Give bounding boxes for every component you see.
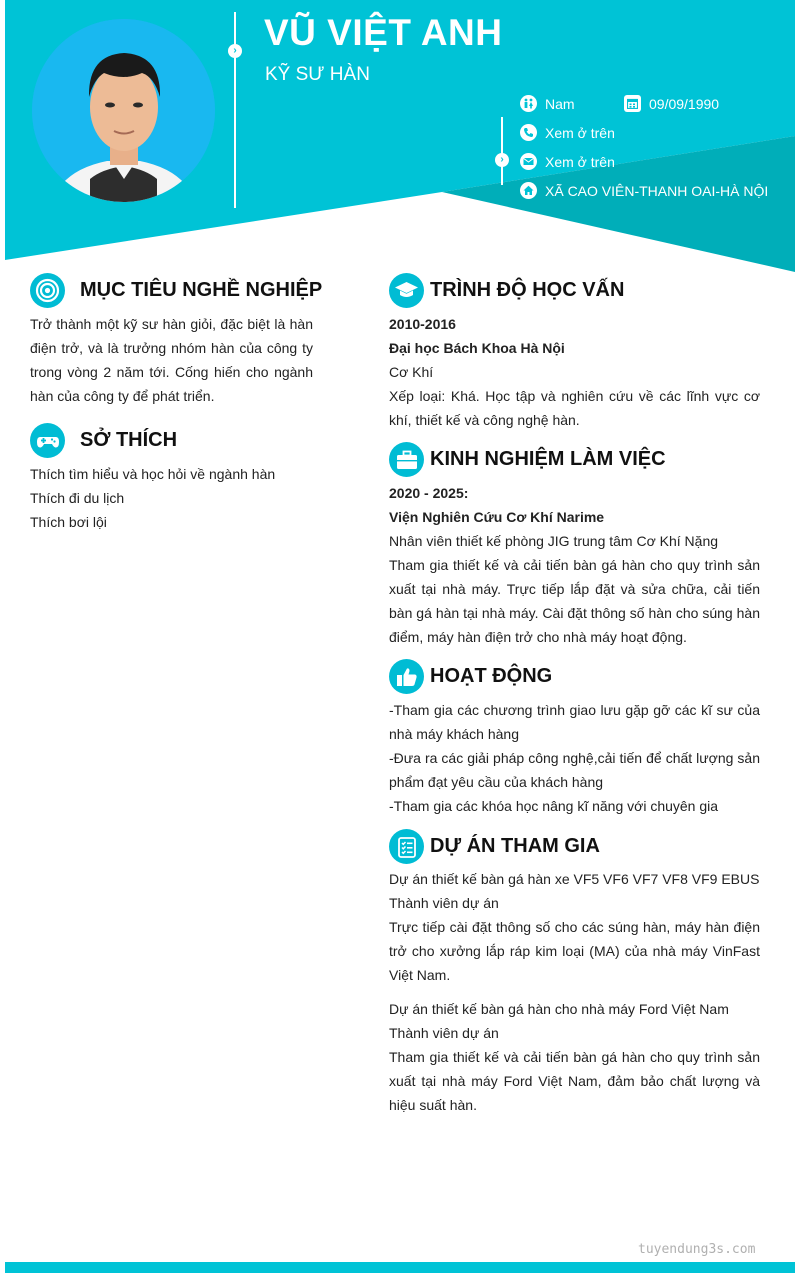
graduation-cap-icon — [389, 273, 424, 308]
address-info — [520, 182, 768, 199]
experience-detail: Tham gia thiết kế và cải tiến bàn gá hàn cho quy trình sản xuất tại nhà máy. Trực tiếp lắp đặt và sửa chữa, cải tiến bàn gá hàn tại nhà máy. Cài đặt thông số hàn cho súng hàn điểm, máy hàn điện trở cho nhà máy hoạt động. — [389, 557, 760, 645]
project-name: Dự án thiết kế bàn gá hàn xe VF5 VF6 VF7 VF8 VF9 EBUS — [389, 871, 760, 887]
hobby-item: Thích tìm hiểu và học hỏi về ngành hàn — [30, 466, 276, 482]
header-divider-line — [234, 12, 236, 208]
projects-heading: DỰ ÁN THAM GIA — [430, 835, 600, 857]
experience-section-header — [389, 442, 666, 477]
divider-marker-icon: › — [228, 44, 242, 58]
activity-item: -Tham gia các khóa học nâng kĩ năng với chuyên gia — [389, 798, 719, 814]
project-name: Dự án thiết kế bàn gá hàn cho nhà máy Ford Việt Nam — [389, 1001, 729, 1017]
activity-item: -Đưa ra các giải pháp công nghệ,cải tiến để chất lượng sản phẩm đạt yêu cầu của khách hàng — [389, 750, 760, 790]
objective-heading: MỤC TIÊU NGHỀ NGHIỆP — [80, 279, 323, 301]
briefcase-icon — [389, 442, 424, 477]
home-icon — [520, 182, 537, 199]
target-icon — [30, 273, 65, 308]
avatar — [32, 19, 215, 202]
experience-position: Nhân viên thiết kế phòng JIG trung tâm Cơ Khí Nặng — [389, 533, 719, 549]
calendar-icon — [624, 95, 641, 112]
education-heading: TRÌNH ĐỘ HỌC VẤN — [430, 279, 625, 301]
education-detail: Xếp loại: Khá. Học tập và nghiên cứu về các lĩnh vực cơ khí, thiết kế và công nghệ hàn. — [389, 388, 760, 428]
project-detail: Tham gia thiết kế và cải tiến bàn gá hàn cho quy trình sản xuất tại nhà máy Ford Việt Nam, đảm bảo chất lượng và hiệu suất hàn. — [389, 1049, 760, 1113]
education-period: 2010-2016 — [389, 316, 456, 332]
address-value: XÃ CAO VIÊN-THANH OAI-HÀ NỘI — [545, 182, 769, 199]
hobby-item: Thích bơi lội — [30, 514, 107, 530]
birthday-value: 09/09/1990 — [649, 95, 720, 112]
hobby-item: Thích đi du lịch — [30, 490, 125, 506]
education-major: Cơ Khí — [389, 364, 434, 380]
project-role: Thành viên dự án — [389, 895, 499, 911]
objective-section-header — [30, 273, 322, 308]
checklist-icon — [389, 829, 424, 864]
objective-text: Trở thành một kỹ sư hàn giỏi, đặc biệt là hàn điện trở, và là trưởng nhóm hàn của công ty trong vòng 2 năm tới. Cống hiến cho ngành hàn của công ty để phát triển. — [30, 316, 313, 404]
phone-value[interactable]: Xem ở trên — [545, 124, 615, 141]
gender-value: Nam — [545, 95, 575, 112]
education-section-header — [389, 273, 624, 308]
portrait-photo — [32, 19, 215, 202]
activity-item: -Tham gia các chương trình giao lưu gặp gỡ các kĩ sư của nhà máy khách hàng — [389, 702, 760, 742]
contact-marker-icon: › — [495, 153, 509, 167]
footer-bar — [5, 1262, 795, 1273]
projects-section-header — [389, 829, 600, 864]
phone-info[interactable] — [520, 124, 615, 141]
education-school: Đại học Bách Khoa Hà Nội — [389, 340, 565, 356]
gender-icon — [520, 95, 537, 112]
hobbies-heading: SỞ THÍCH — [80, 429, 178, 451]
email-icon — [520, 153, 537, 170]
phone-icon — [520, 124, 537, 141]
birthday-info — [624, 95, 719, 112]
experience-period: 2020 - 2025: — [389, 485, 469, 501]
email-value[interactable]: Xem ở trên — [545, 153, 615, 170]
gender-info — [520, 95, 575, 112]
candidate-name: VŨ VIỆT ANH — [264, 12, 503, 53]
project-role: Thành viên dự án — [389, 1025, 499, 1041]
experience-heading: KINH NGHIỆM LÀM VIỆC — [430, 448, 666, 470]
watermark: tuyendung3s.com — [638, 1242, 756, 1257]
contact-divider-line — [501, 117, 503, 185]
project-detail: Trực tiếp cài đặt thông số cho các súng hàn, máy hàn điện trở cho xưởng lắp ráp kim loại (MA) của nhà máy VinFast Việt Nam. — [389, 919, 760, 983]
candidate-job-title: KỸ SƯ HÀN — [265, 64, 370, 85]
thumbs-up-icon — [389, 659, 424, 694]
activities-section-header — [389, 659, 552, 694]
hobbies-section-header — [30, 423, 177, 458]
activities-heading: HOẠT ĐỘNG — [430, 665, 553, 687]
gamepad-icon — [30, 423, 65, 458]
email-info[interactable] — [520, 153, 615, 170]
experience-company: Viện Nghiên Cứu Cơ Khí Narime — [389, 509, 605, 525]
